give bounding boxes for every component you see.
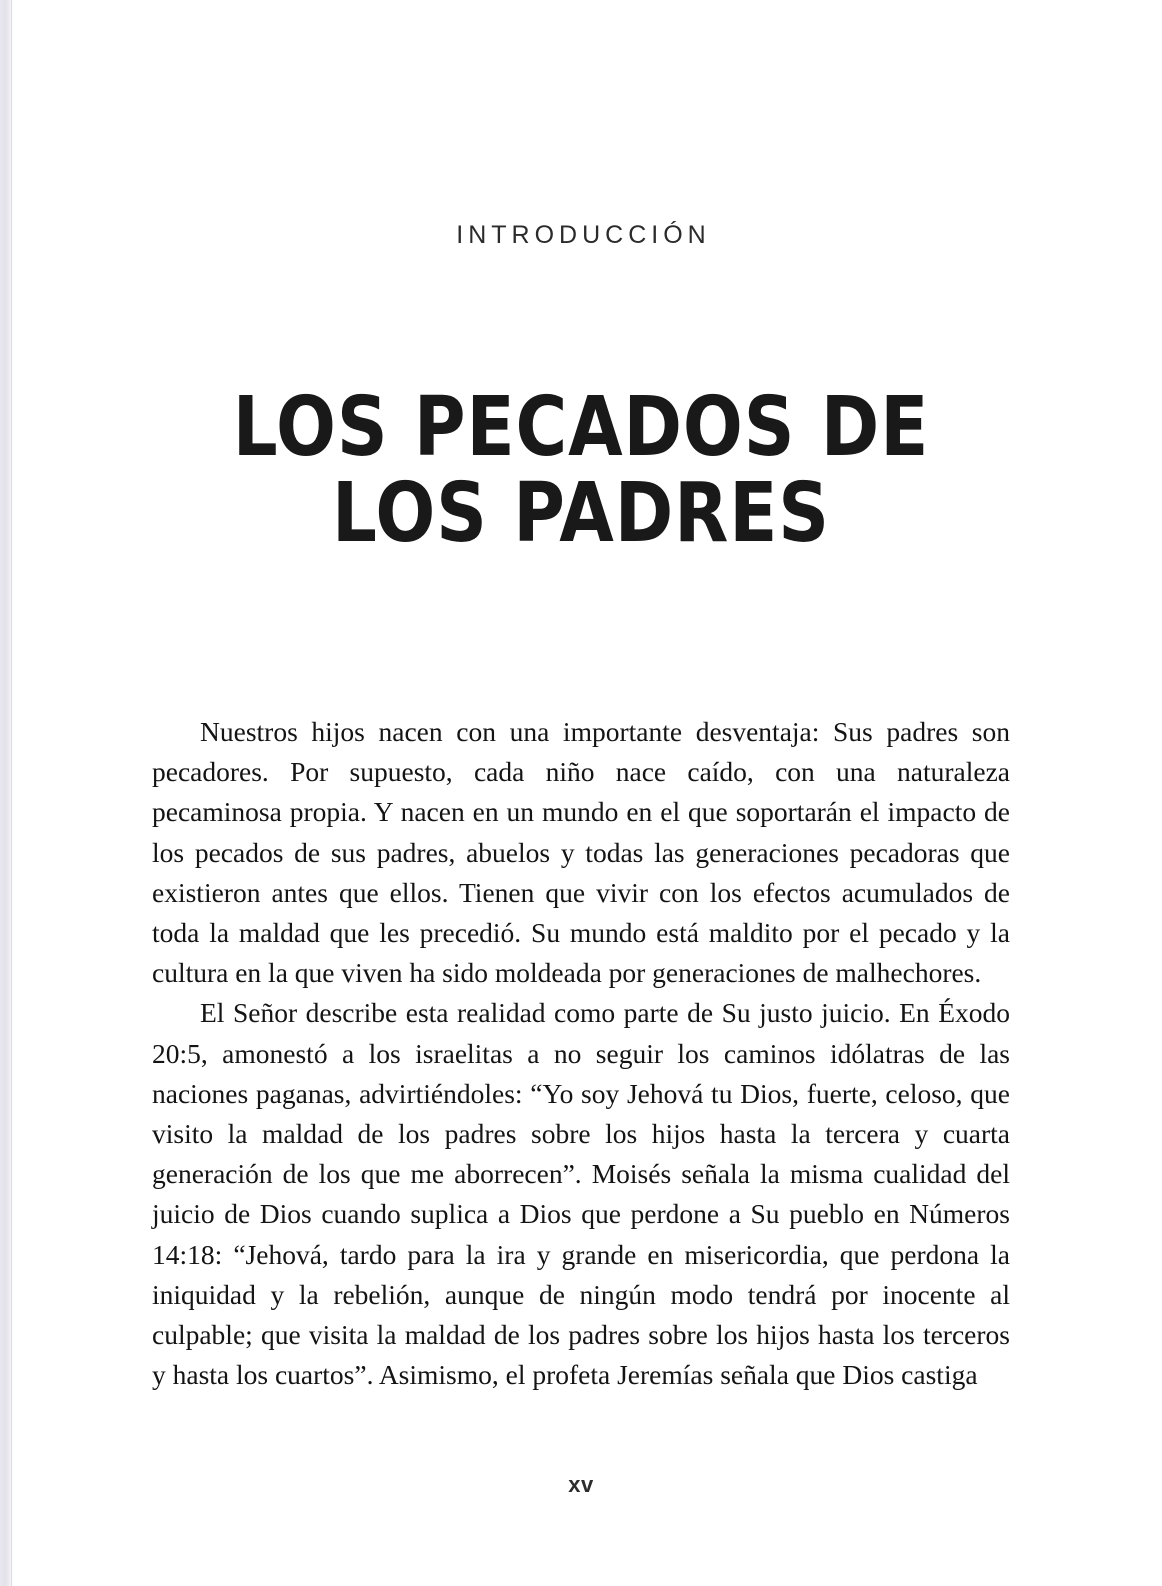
page-gutter-shadow [0,0,14,1586]
body-copy [152,712,1010,1395]
page-gutter-line [11,0,12,1586]
body-paragraph: El Señor describe esta realidad como parte de Su justo juicio. En Éxodo 20:5, amonestó a los israelitas a no seguir los caminos idólatras de las naciones paganas, advirtiéndoles: “Yo soy Jehová tu Dios, fuerte, celoso, que visito la maldad de los padres sobre los hijos hasta la tercera y cuarta generación de los que me aborrecen”. Moisés señala la misma cualidad del juicio de Dios cuando suplica a Dios que perdone a Su pueblo en Números 14:18: “Jehová, tardo para la ira y grande en misericordia, que perdona la iniquidad y la rebelión, aunque de ningún modo tendrá por inocente al culpable; que visita la maldad de los padres sobre los hijos hasta los terceros y hasta los cuartos”. Asimismo, el profeta Jeremías señala que Dios castiga [152,997,1010,1391]
section-eyebrow-label: INTRODUCCIÓN [456,221,711,249]
page-text-column [152,0,1010,1586]
page-number-folio: xv [568,1472,594,1497]
page-title [178,379,985,561]
page-title-line-2: LOS PADRES [332,465,830,561]
page-title-line-1: LOS PECADOS DE [232,379,930,475]
body-paragraph: Nuestros hijos nacen con una importante desventaja: Sus padres son pecadores. Por supuesto, cada niño nace caído, con una naturaleza pecaminosa propia. Y nacen en un mundo en el que soportarán el impacto de los pecados de sus padres, abuelos y todas las generaciones pecadoras que existieron antes que ellos. Tienen que vivir con los efectos acumulados de toda la maldad que les precedió. Su mundo está maldito por el pecado y la cultura en la que viven ha sido moldeada por generaciones de malhechores. [152,716,1010,989]
